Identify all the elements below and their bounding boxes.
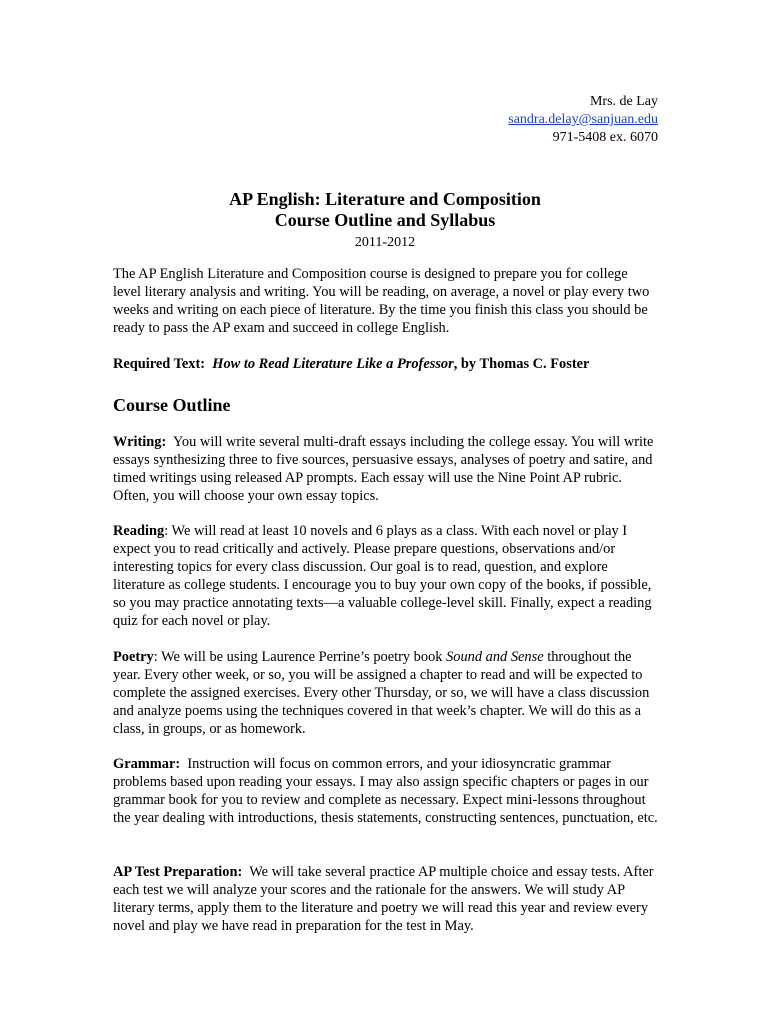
required-text <box>113 355 658 373</box>
teacher-name: Mrs. de Lay <box>589 94 658 109</box>
writing-label: Writing: <box>113 434 167 450</box>
poetry-text-after: throughout the year. Every other week, or so, you will be assigned a chapter to read and will be expected to complete the assigned exercises. Every other Thursday, or so, we will have a class discussion and analyze poems using the techniques covered in that week’s chapter. We will do this as a class, in groups, or as homework. <box>113 649 650 737</box>
document-subtitle: Course Outline and Syllabus <box>274 210 496 230</box>
course-title: AP English: Literature and Composition <box>229 189 541 209</box>
ap-test-text: We will take several practice AP multiple choice and essay tests. After each test we will analyze your scores and the rationale for the answers. We will study AP literary terms, apply them to the literature and poetry we will read this year and review every novel and play we have read in preparation for the test in May. <box>113 864 654 934</box>
reading-label: Reading <box>113 523 165 539</box>
grammar-text: Instruction will focus on common errors, and your idiosyncratic grammar problems based upon reading your essays. I may also assign specific chapters or pages in our grammar book for you to review and complete as necessary. Expect mini-lessons throughout the year dealing with introductions, thesis statements, constructing sentences, punctuation, etc. <box>113 756 658 826</box>
reading-section <box>113 522 658 630</box>
intro-paragraph: The AP English Literature and Composition course is designed to prepare you for college level literary analysis and writing. You will be reading, on average, a novel or play every two weeks and writing on each piece of literature. By the time you finish this class you should be ready to pass the AP exam and succeed in college English. <box>113 266 650 336</box>
email-link[interactable]: sandra.delay@sanjuan.edu <box>508 112 658 127</box>
phone-number: 971-5408 ex. 6070 <box>552 130 658 145</box>
poetry-section <box>113 648 658 738</box>
grammar-section <box>113 755 658 827</box>
ap-test-section <box>113 863 658 935</box>
contact-block <box>508 93 658 147</box>
course-outline-heading: Course Outline <box>113 395 231 415</box>
grammar-label: Grammar: <box>113 756 181 772</box>
poetry-label: Poetry <box>113 649 154 665</box>
writing-text: You will write several multi-draft essays including the college essay. You will write essays synthesizing three to five sources, persuasive essays, analyses of poetry and satire, and timed writings using released AP prompts. Each essay will use the Nine Point AP rubric. Often, you will choose your own essay topics. <box>113 434 654 504</box>
reading-text: : We will read at least 10 novels and 6 plays as a class. With each novel or play I expect you to read critically and actively. Please prepare questions, observations and/or interesting topics for every class discussion. Our goal is to read, question, and explore literature as college students. I encourage you to buy your own copy of the books, if possible, so you may practice annotating texts—a valuable college-level skill. Finally, expect a reading quiz for each novel or play. <box>113 523 652 629</box>
writing-section <box>113 433 658 505</box>
required-book-title: How to Read Literature Like a Professor <box>212 356 454 372</box>
poetry-book-title: Sound and Sense <box>446 649 544 665</box>
poetry-text-before: : We will be using Laurence Perrine’s poetry book <box>153 649 447 665</box>
title-block <box>0 189 770 252</box>
required-book-author: , by Thomas C. Foster <box>453 356 590 372</box>
ap-test-label: AP Test Preparation: <box>113 864 243 880</box>
required-text-label: Required Text: <box>113 356 206 372</box>
school-year: 2011-2012 <box>354 235 416 250</box>
